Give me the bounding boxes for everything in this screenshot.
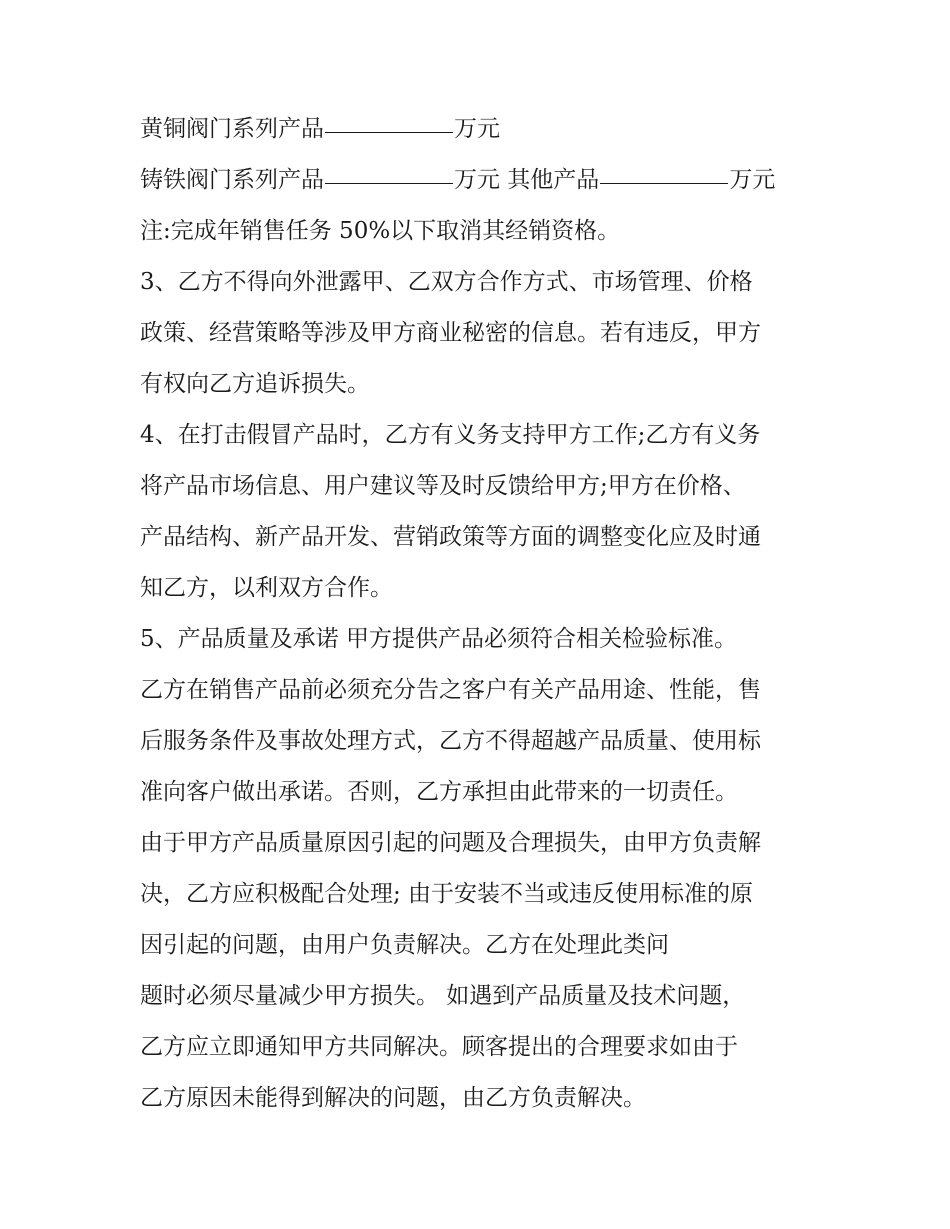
- text-line: 产品结构、新产品开发、营销政策等方面的调整变化应及时通: [140, 524, 761, 550]
- document-body: [140, 104, 820, 1124]
- text-line: 决，乙方应积极配合处理; 由于安装不当或违反使用标准的原: [140, 881, 754, 907]
- iron-label: 铸铁阀门系列产品: [140, 167, 324, 193]
- text-line: 后服务条件及事故处理方式，乙方不得超越产品质量、使用标: [140, 728, 761, 754]
- iron-unit: 万元: [454, 167, 500, 193]
- text-line: 题时必须尽量减少甲方损失。 如遇到产品质量及技术问题，: [140, 983, 746, 1009]
- text-line: 乙方在销售产品前必须充分告之客户有关产品用途、性能，售: [140, 677, 761, 703]
- text-line: 乙方应立即通知甲方共同解决。顾客提出的合理要求如由于: [140, 1034, 738, 1060]
- other-label: 其他产品: [500, 167, 600, 193]
- brass-label: 黄铜阀门系列产品: [140, 116, 324, 142]
- text-line: 政策、经营策略等涉及甲方商业秘密的信息。若有违反，甲方: [140, 320, 761, 346]
- text-line: 3、乙方不得向外泄露甲、乙双方合作方式、市场管理、价格: [140, 269, 753, 295]
- quota-note: 注:完成年销售任务 50%以下取消其经销资格。: [140, 218, 621, 244]
- text-line: 知乙方，以利双方合作。: [140, 575, 393, 601]
- quota-line-iron-other: [140, 155, 820, 206]
- brass-amount-blank: [325, 131, 453, 133]
- text-line: 准向客户做出承诺。否则，乙方承担由此带来的一切责任。: [140, 779, 738, 805]
- text-line: 将产品市场信息、用户建议等及时反馈给甲方;甲方在价格、: [140, 473, 746, 499]
- quota-line-brass: [140, 104, 820, 155]
- other-amount-blank: [600, 182, 728, 184]
- text-line: 5、产品质量及承诺 甲方提供产品必须符合相关检验标准。: [140, 626, 737, 652]
- text-line: 有权向乙方追诉损失。: [140, 371, 370, 397]
- text-line: 4、在打击假冒产品时，乙方有义务支持甲方工作;乙方有义务: [140, 422, 761, 448]
- text-line: 由于甲方产品质量原因引起的问题及合理损失，由甲方负责解: [140, 830, 761, 856]
- iron-amount-blank: [325, 182, 453, 184]
- text-line: 因引起的问题，由用户负责解决。乙方在处理此类问: [140, 932, 669, 958]
- brass-unit: 万元: [454, 116, 500, 142]
- text-line: 乙方原因未能得到解决的问题，由乙方负责解决。: [140, 1085, 646, 1111]
- other-unit: 万元: [729, 167, 776, 193]
